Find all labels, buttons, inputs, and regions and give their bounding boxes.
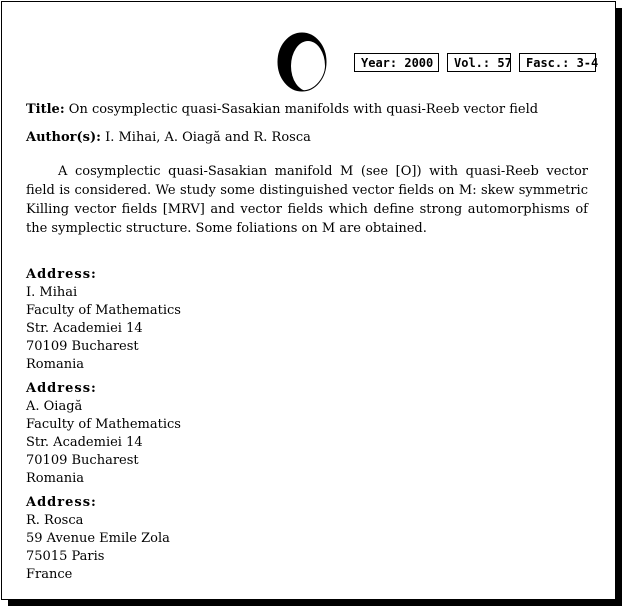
address-line: 70109 Bucharest — [26, 339, 139, 354]
year-badge: Year: 2000 — [354, 53, 439, 72]
address-block-2 — [26, 380, 181, 488]
address-heading: Address: — [26, 381, 97, 396]
address-name: A. Oiagă — [26, 399, 83, 414]
volume-badge: Vol.: 57 — [447, 53, 511, 72]
address-line: Romania — [26, 471, 84, 486]
address-line: Faculty of Mathematics — [26, 303, 181, 318]
address-line: France — [26, 567, 73, 582]
address-line: 70109 Bucharest — [26, 453, 139, 468]
address-heading: Address: — [26, 495, 97, 510]
address-block-3 — [26, 494, 170, 584]
address-line: Faculty of Mathematics — [26, 417, 181, 432]
authors-line — [26, 130, 311, 145]
author-list: I. Mihai, A. Oiagă and R. Rosca — [105, 130, 311, 145]
address-line: 75015 Paris — [26, 549, 105, 564]
crescent-moon-icon — [276, 31, 328, 93]
title-line — [26, 102, 538, 117]
address-name: R. Rosca — [26, 513, 84, 528]
abstract: A cosymplectic quasi-Sasakian manifold M (see [O]) with quasi-Reeb vector field is considered. We study some distinguished vector fields on M: skew symmetric Killing vector fields [MRV] and vector fields which define strong automorphisms of the symplectic structure. Some foliations on M are obtained. — [26, 164, 588, 236]
paper-title: On cosymplectic quasi-Sasakian manifolds with quasi-Reeb vector field — [68, 102, 539, 117]
title-label: Title: — [26, 102, 65, 117]
address-block-1 — [26, 266, 181, 374]
address-line: Str. Academiei 14 — [26, 435, 143, 450]
address-line: Str. Academiei 14 — [26, 321, 143, 336]
authors-label: Author(s): — [26, 130, 101, 145]
address-heading: Address: — [26, 267, 97, 282]
frame-shadow-bottom — [8, 599, 622, 606]
fascicle-badge: Fasc.: 3-4 — [519, 53, 596, 72]
address-line: Romania — [26, 357, 84, 372]
frame-shadow-right — [615, 8, 622, 606]
address-name: I. Mihai — [26, 285, 78, 300]
address-line: 59 Avenue Emile Zola — [26, 531, 170, 546]
